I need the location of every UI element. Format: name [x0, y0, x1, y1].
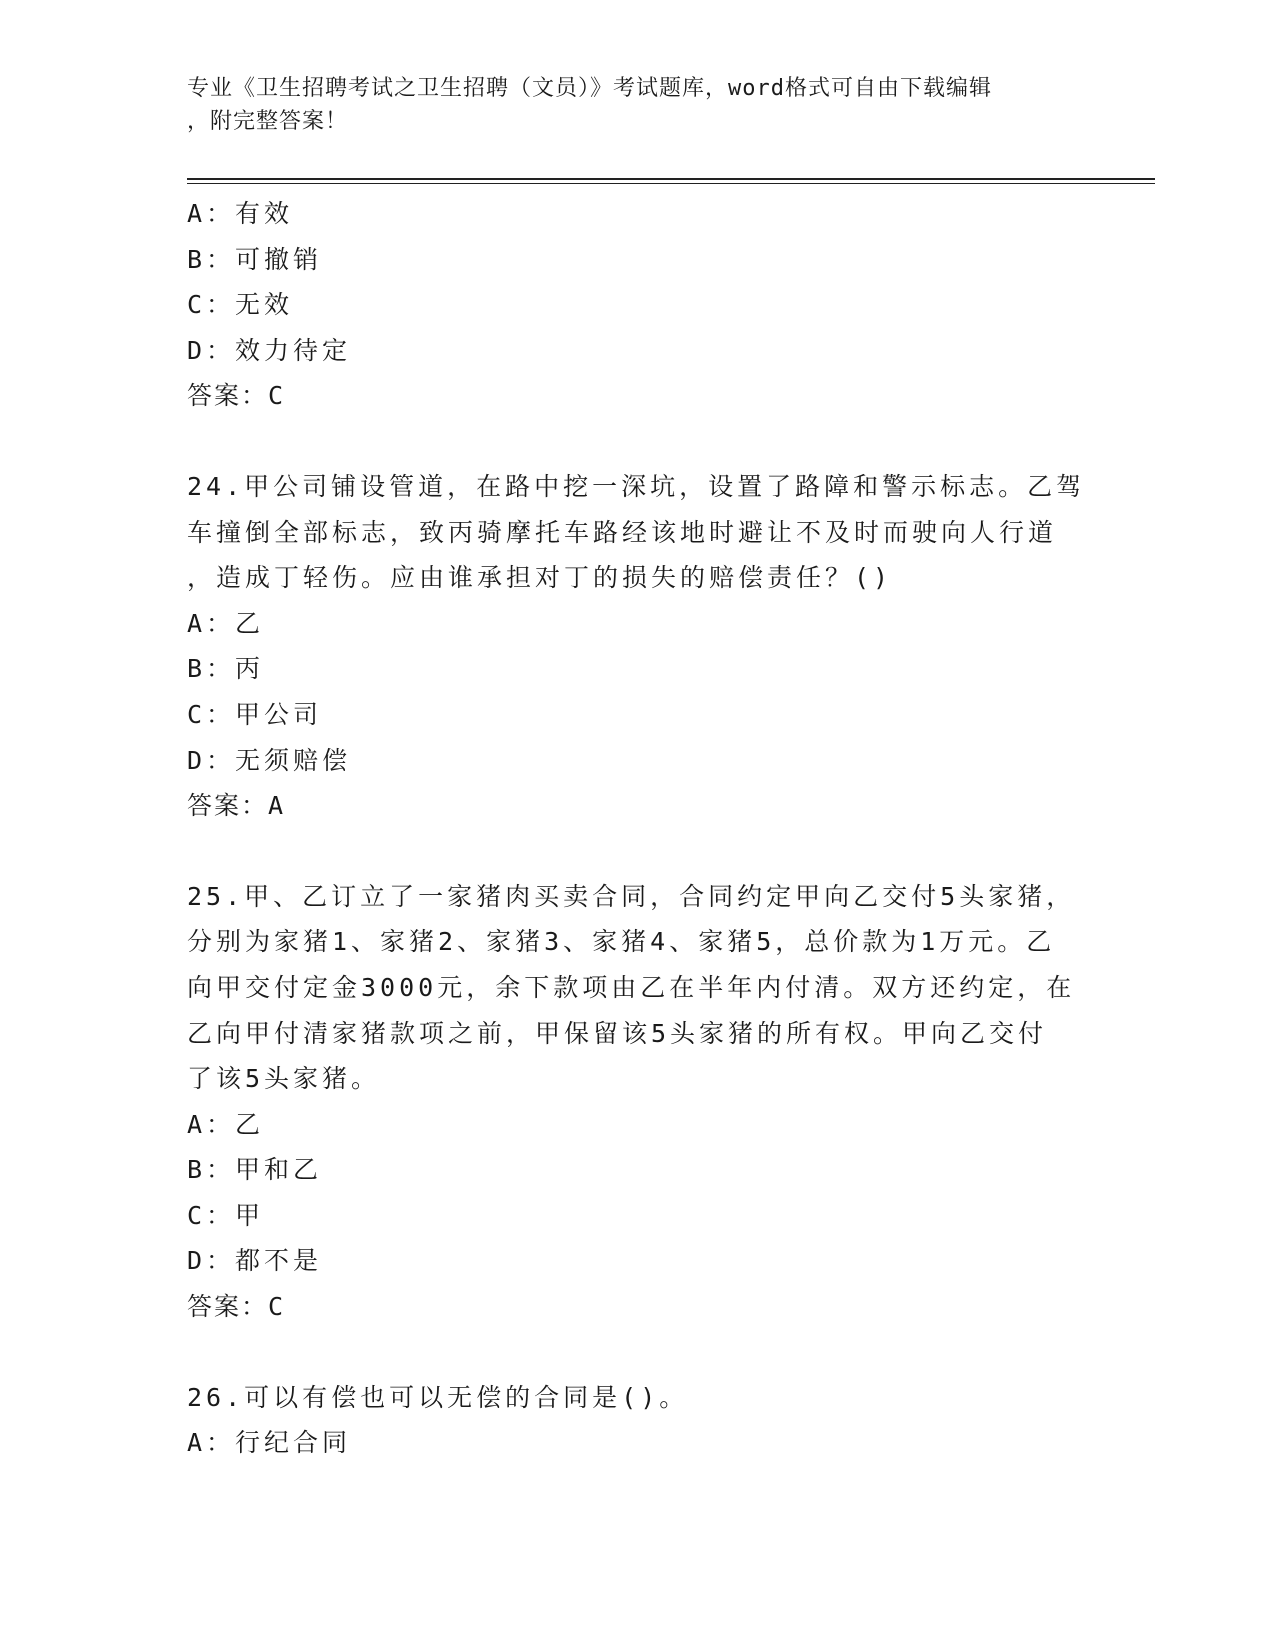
option-d: D：效力待定	[187, 335, 352, 365]
answer-value: A	[268, 791, 286, 821]
answer-value: C	[268, 381, 286, 411]
question-text-line: 分别为家猪1、家猪2、家猪3、家猪4、家猪5，总价款为1万元。乙	[187, 927, 1056, 957]
option-d: D：都不是	[187, 1246, 323, 1276]
question-text-line: 向甲交付定金3000元，余下款项由乙在半年内付清。双方还约定，在	[187, 972, 1076, 1002]
question-24	[187, 464, 1087, 829]
answer-label: 答案：	[187, 381, 269, 411]
document-header	[187, 72, 1087, 138]
question-text-line: 了该5头家猪。	[187, 1064, 381, 1094]
option-a: A：行纪合同	[187, 1428, 352, 1458]
question-text	[187, 874, 1087, 1102]
answer-line	[187, 373, 1087, 419]
answer-line	[187, 1284, 1087, 1330]
option-b: B：丙	[187, 654, 265, 684]
header-divider-thin	[187, 183, 1155, 184]
option-c: C：无效	[187, 290, 294, 320]
question-25	[187, 874, 1087, 1330]
question-list	[187, 191, 1087, 1466]
question-text-line: 24.甲公司铺设管道，在路中挖一深坑，设置了路障和警示标志。乙驾	[187, 471, 1086, 501]
header-line-2: ，附完整答案！	[187, 109, 349, 134]
header-divider	[187, 178, 1155, 180]
option-d: D：无须赔偿	[187, 745, 352, 775]
question-text-line: ，造成丁轻伤。应由谁承担对丁的损失的赔偿责任？()	[187, 563, 893, 593]
question-text-line: 车撞倒全部标志，致丙骑摩托车路经该地时避让不及时而驶向人行道	[187, 517, 1058, 547]
option-c: C：甲公司	[187, 699, 323, 729]
question-text-line: 26.可以有偿也可以无偿的合同是()。	[187, 1382, 689, 1412]
question-text	[187, 1375, 1087, 1421]
question-text-line: 乙向甲付清家猪款项之前，甲保留该5头家猪的所有权。甲向乙交付	[187, 1018, 1048, 1048]
question-26	[187, 1375, 1087, 1466]
question-text-line: 25.甲、乙订立了一家猪肉买卖合同，合同约定甲向乙交付5头家猪，	[187, 881, 1076, 911]
answer-line	[187, 783, 1087, 829]
question-23	[187, 191, 1087, 419]
answer-label: 答案：	[187, 1292, 269, 1322]
option-a: A：有效	[187, 199, 294, 228]
option-b: B：甲和乙	[187, 1155, 323, 1185]
option-b: B：可撤销	[187, 244, 323, 274]
option-a: A：乙	[187, 608, 265, 638]
option-c: C：甲	[187, 1200, 265, 1230]
header-line-1: 专业《卫生招聘考试之卫生招聘（文员）》考试题库，word格式可自由下载编辑	[187, 76, 992, 101]
answer-label: 答案：	[187, 791, 269, 821]
answer-value: C	[268, 1292, 286, 1322]
question-text	[187, 464, 1087, 601]
option-a: A：乙	[187, 1109, 265, 1139]
